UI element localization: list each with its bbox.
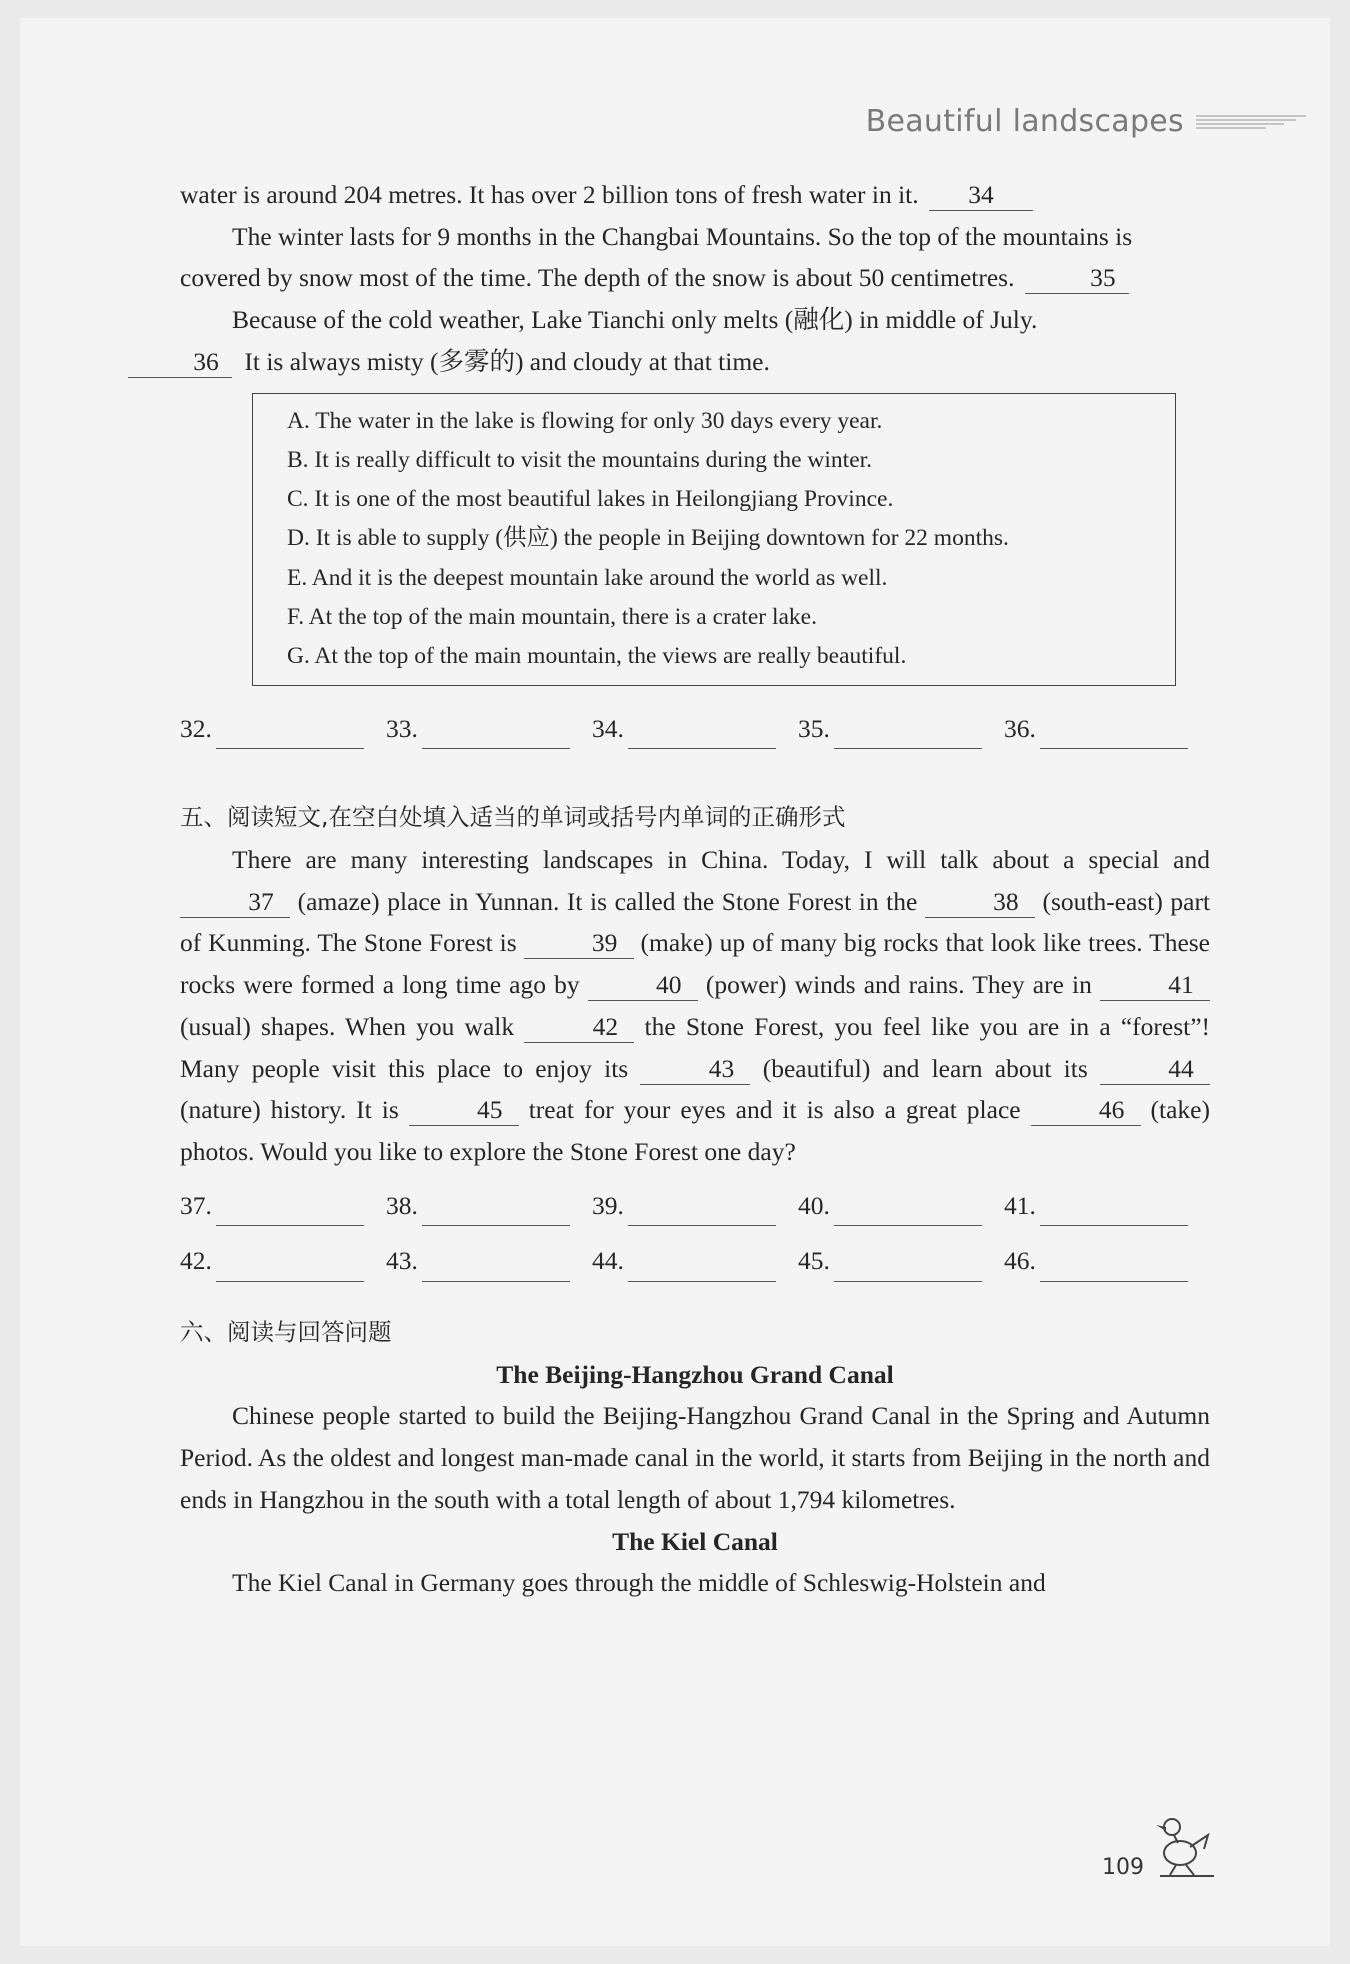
passage-text: (south-east) part of Kunming. The Stone Forest is (180, 886, 1211, 958)
answer-blank[interactable] (1040, 1255, 1188, 1282)
blank-36[interactable]: 36 (128, 347, 232, 378)
passage-text: It is always misty (多雾的) and cloudy at that time. (244, 346, 770, 376)
page-header (866, 104, 1306, 139)
answer-blank[interactable] (1040, 722, 1188, 749)
answer-blank[interactable] (628, 722, 776, 749)
passage-paragraph (180, 216, 1210, 299)
answer-number: 32. (180, 713, 212, 743)
header-title: Beautiful landscapes (865, 104, 1184, 139)
workbook-page (20, 18, 1330, 1946)
section-6-title: 六、阅读与回答问题 (180, 1318, 392, 1347)
blank-37[interactable]: 37 (180, 887, 290, 918)
answer-number: 33. (386, 713, 418, 743)
answer-blank[interactable] (834, 1255, 982, 1282)
passage-text: (beautiful) and learn about its (762, 1053, 1088, 1083)
blank-44[interactable]: 44 (1100, 1054, 1210, 1085)
passage-line (180, 174, 1210, 216)
passage-paragraph (180, 299, 1210, 382)
answer-blank[interactable] (216, 722, 364, 749)
answer-number: 36. (1004, 713, 1036, 743)
passage-a (180, 174, 1210, 1604)
passage-text: (take) photos. Would you like to explore the Stone Forest one day? (180, 1095, 1210, 1166)
article-heading: The Kiel Canal (612, 1526, 778, 1556)
answer-number: 45. (798, 1246, 830, 1276)
answer-number: 41. (1004, 1190, 1036, 1220)
answer-cell (1004, 1240, 1210, 1282)
answer-number: 44. (592, 1246, 624, 1276)
section-5-title: 五、阅读短文,在空白处填入适当的单词或括号内单词的正确形式 (180, 803, 846, 832)
article-paragraph: The Kiel Canal in Germany goes through the middle of Schleswig-Holstein and (232, 1568, 1046, 1598)
answer-number: 38. (386, 1190, 418, 1220)
option-item: E. And it is the deepest mountain lake around the world as well. (287, 564, 888, 591)
answer-number: 39. (592, 1190, 624, 1220)
answer-number: 34. (592, 713, 624, 743)
blank-35[interactable]: 35 (1025, 263, 1129, 294)
answer-cell (386, 1185, 592, 1227)
answer-cell (1004, 708, 1210, 750)
blank-46[interactable]: 46 (1031, 1095, 1141, 1126)
answer-blank[interactable] (216, 1255, 364, 1282)
answer-row-42-46 (180, 1240, 1210, 1282)
option-item: G. At the top of the main mountain, the views are really beautiful. (287, 643, 907, 670)
answer-cell (798, 1185, 1004, 1227)
answer-number: 37. (180, 1190, 212, 1220)
answer-number: 35. (798, 713, 830, 743)
passage-text: (power) winds and rains. They are in (705, 970, 1092, 1000)
blank-45[interactable]: 45 (409, 1095, 519, 1126)
answer-blank[interactable] (628, 1199, 776, 1226)
option-item: D. It is able to supply (供应) the people in Beijing downtown for 22 months. (287, 525, 1009, 552)
answer-number: 46. (1004, 1246, 1036, 1276)
passage-text: (make) up of many big rocks that look like trees. These rocks were formed a long time ago by (180, 928, 1210, 1000)
answer-blank[interactable] (422, 722, 570, 749)
answer-row-37-41 (180, 1185, 1210, 1227)
answer-blank[interactable] (422, 1255, 570, 1282)
answer-row-32-36 (180, 708, 1210, 750)
blank-42[interactable]: 42 (524, 1012, 634, 1043)
answer-cell (180, 1185, 386, 1227)
section-5-passage (180, 839, 1210, 1173)
blank-41[interactable]: 41 (1100, 970, 1210, 1001)
answer-cell (1004, 1185, 1210, 1227)
answer-number: 42. (180, 1246, 212, 1276)
passage-text: (nature) history. It is (180, 1095, 399, 1125)
passage-text: water is around 204 metres. It has over 2 billion tons of fresh water in it. (180, 180, 919, 209)
passage-text: The winter lasts for 9 months in the Changbai Mountains. So the top of the mountains is covered by snow most of the time. The depth of the snow is about 50 centimetres. (180, 221, 1133, 293)
option-item: C. It is one of the most beautiful lakes in Heilongjiang Province. (287, 486, 894, 513)
passage-text: treat for your eyes and it is also a great place (528, 1095, 1021, 1125)
options-box (252, 393, 1176, 686)
answer-number: 43. (386, 1246, 418, 1276)
answer-blank[interactable] (628, 1255, 776, 1282)
answer-cell (180, 1240, 386, 1282)
page-number: 109 (1102, 1855, 1144, 1880)
blank-43[interactable]: 43 (640, 1054, 750, 1085)
option-item: F. At the top of the main mountain, there is a crater lake. (287, 604, 817, 630)
answer-cell (386, 708, 592, 750)
answer-blank[interactable] (834, 722, 982, 749)
header-decoration-lines-icon (1196, 110, 1306, 134)
option-item: A. The water in the lake is flowing for only 30 days every year. (287, 407, 883, 434)
option-item: B. It is really difficult to visit the mountains during the winter. (287, 446, 873, 473)
passage-text: There are many interesting landscapes in China. Today, I will talk about a special and (232, 845, 1210, 874)
answer-blank[interactable] (422, 1199, 570, 1226)
answer-blank[interactable] (216, 1199, 364, 1226)
walking-bird-icon (1152, 1813, 1222, 1879)
answer-number: 40. (798, 1190, 830, 1220)
passage-text: (usual) shapes. When you walk (180, 1011, 515, 1041)
passage-text: Because of the cold weather, Lake Tianchi only melts (融化) in middle of July. (232, 305, 1038, 335)
article-paragraph: Chinese people started to build the Beijing-Hangzhou Grand Canal in the Spring and Autumn Period. As the oldest and longest man-made canal in the world, it starts from Beijing in the north and ends in Hangzhou in the south with a total length of about 1,794 kilometres. (180, 1401, 1210, 1514)
passage-text: (amaze) place in Yunnan. It is called the Stone Forest in the (297, 886, 918, 916)
blank-39[interactable]: 39 (524, 928, 634, 959)
answer-cell (798, 1240, 1004, 1282)
answer-blank[interactable] (1040, 1199, 1188, 1226)
answer-cell (592, 708, 798, 750)
article-heading: The Beijing-Hangzhou Grand Canal (496, 1359, 894, 1389)
passage-text: the Stone Forest, you feel like you are in a “forest”! Many people visit this place to enjoy its (180, 1011, 1211, 1083)
answer-blank[interactable] (834, 1199, 982, 1226)
answer-cell (180, 708, 386, 750)
blank-40[interactable]: 40 (588, 970, 698, 1001)
answer-cell (592, 1240, 798, 1282)
answer-cell (798, 708, 1004, 750)
answer-cell (386, 1240, 592, 1282)
answer-cell (592, 1185, 798, 1227)
blank-34[interactable]: 34 (929, 180, 1033, 211)
blank-38[interactable]: 38 (925, 887, 1035, 918)
